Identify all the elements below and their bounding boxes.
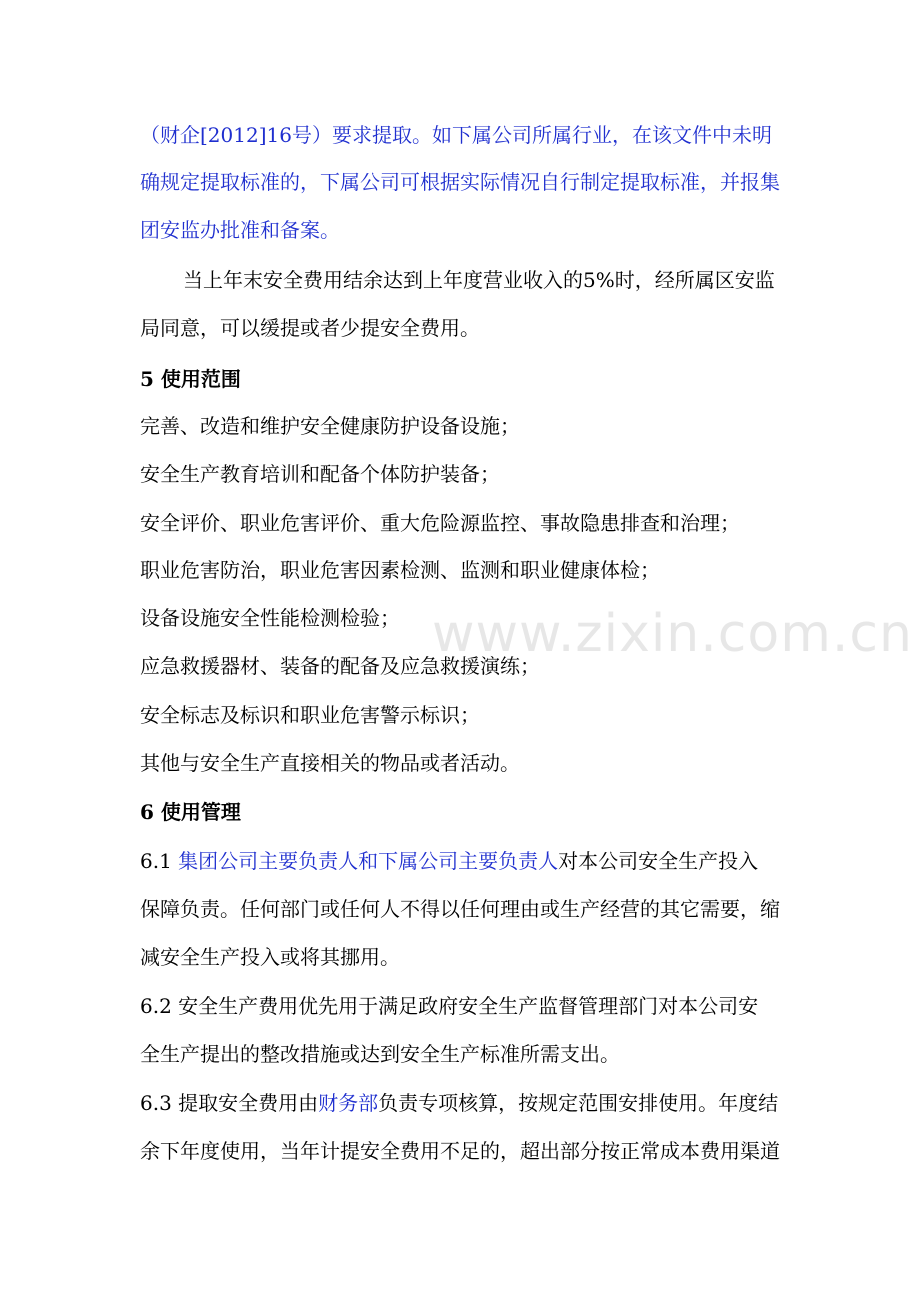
- clause-line: 减安全生产投入或将其挪用。: [140, 945, 400, 969]
- list-item: 设备设施安全性能检测检验；: [140, 606, 400, 630]
- paragraph-line: 团安监办批准和备案。: [140, 218, 340, 242]
- clause-number: 6.1: [140, 849, 179, 873]
- section-heading: 5 使用范围: [140, 367, 241, 391]
- clause-line: 6.2 安全生产费用优先用于满足政府安全生产监督管理部门对本公司安: [140, 994, 759, 1018]
- paragraph-line: 局同意，可以缓提或者少提安全费用。: [140, 316, 480, 340]
- list-item: 职业危害防治，职业危害因素检测、监测和职业健康体检；: [140, 558, 660, 582]
- highlighted-text: 财务部: [318, 1091, 379, 1115]
- clause-text: 6.3 提取安全费用由: [140, 1091, 319, 1115]
- highlighted-text: 集团公司主要负责人和下属公司主要负责人: [178, 849, 559, 873]
- clause-text: 负责专项核算，按规定范围安排使用。年度结: [378, 1091, 779, 1115]
- paragraph-line: 确规定提取标准的，下属公司可根据实际情况自行制定提取标准，并报集: [140, 170, 780, 194]
- list-item: 应急救援器材、装备的配备及应急救援演练；: [140, 654, 540, 678]
- clause-line: 保障负责。任何部门或任何人不得以任何理由或生产经营的其它需要，缩: [140, 897, 780, 921]
- clause-line: [140, 848, 830, 874]
- clause-text: 对本公司安全生产投入: [558, 849, 759, 873]
- clause-line: 余下年度使用，当年计提安全费用不足的，超出部分按正常成本费用渠道: [140, 1139, 780, 1163]
- paragraph-line: 当上年末安全费用结余达到上年度营业收入的5%时，经所属区安监: [183, 268, 775, 292]
- list-item: 安全评价、职业危害评价、重大危险源监控、事故隐患排查和治理；: [140, 511, 740, 535]
- clause-line: 全生产提出的整改措施或达到安全生产标准所需支出。: [140, 1042, 620, 1066]
- list-item: 完善、改造和维护安全健康防护设备设施；: [140, 414, 520, 438]
- paragraph-line: （财企[2012]16号）要求提取。如下属公司所属行业，在该文件中未明: [140, 123, 772, 147]
- list-item: 其他与安全生产直接相关的物品或者活动。: [140, 751, 520, 775]
- list-item: 安全标志及标识和职业危害警示标识；: [140, 703, 480, 727]
- list-item: 安全生产教育培训和配备个体防护装备；: [140, 462, 500, 486]
- clause-line: [140, 1090, 830, 1116]
- watermark-text: www.zixin.com.cn: [432, 604, 913, 664]
- section-heading: 6 使用管理: [140, 800, 241, 824]
